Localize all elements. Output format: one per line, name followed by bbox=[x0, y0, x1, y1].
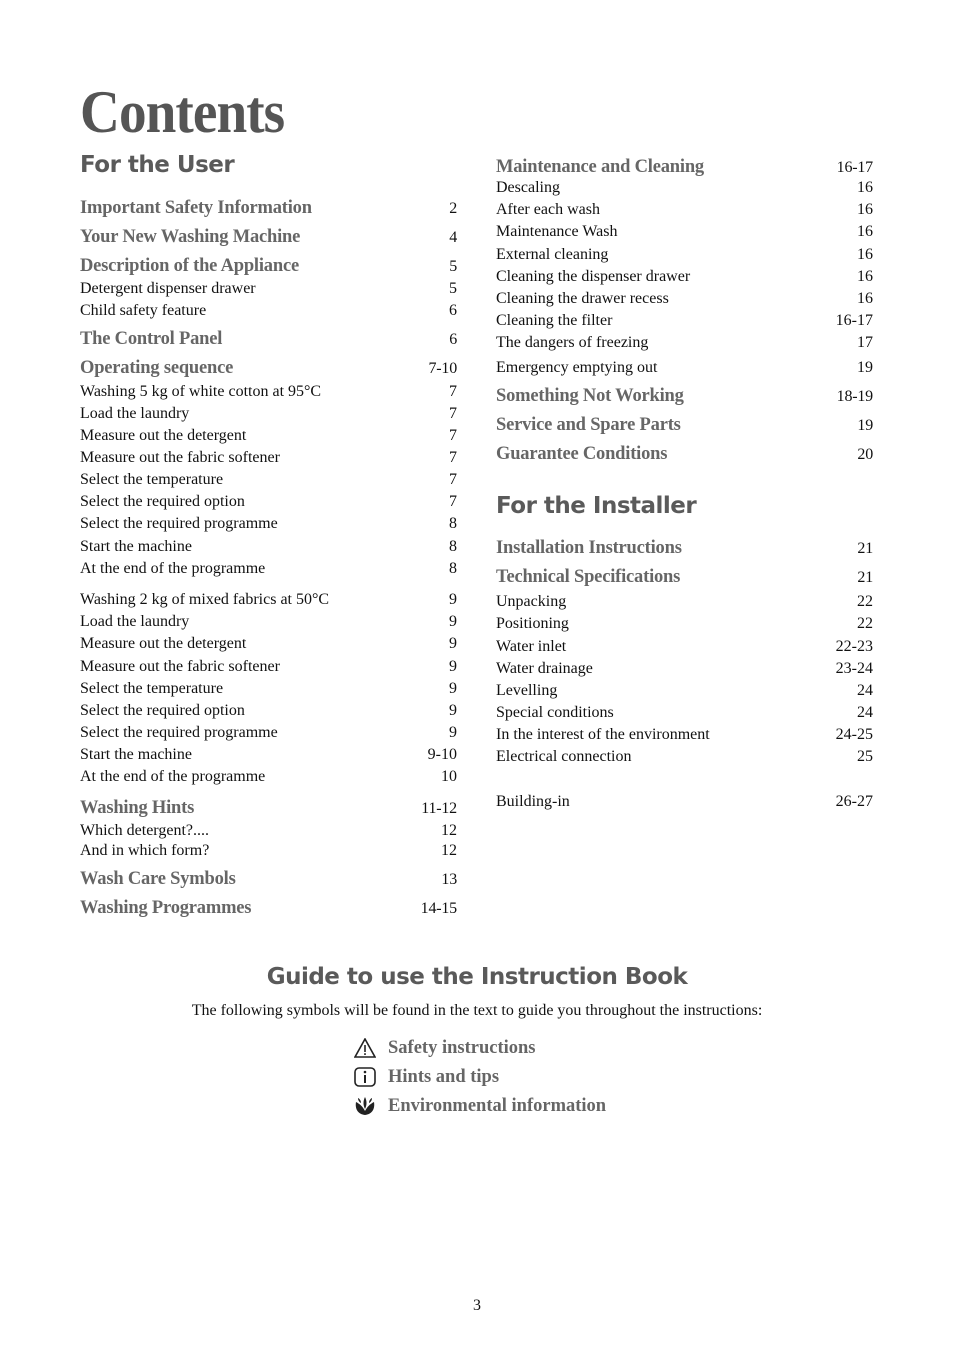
toc-entry-label: Measure out the fabric softener bbox=[80, 449, 280, 466]
toc-entry-label: Which detergent?.... bbox=[80, 822, 209, 839]
toc-entry-page: 16 bbox=[857, 223, 873, 240]
toc-entry-label: Maintenance Wash bbox=[496, 223, 618, 240]
toc-entry-page: 16-17 bbox=[836, 159, 873, 176]
section-heading-installer: For the Installer bbox=[496, 493, 697, 519]
toc-entry-label: Positioning bbox=[496, 615, 569, 632]
toc-entry bbox=[80, 449, 457, 467]
toc-entry bbox=[80, 613, 457, 631]
toc-entry bbox=[496, 179, 873, 197]
toc-entry bbox=[80, 768, 457, 786]
toc-heading-entry bbox=[496, 386, 873, 407]
toc-entry-page: 21 bbox=[857, 569, 873, 586]
toc-entry bbox=[496, 359, 873, 377]
toc-entry-page: 23-24 bbox=[835, 660, 873, 677]
toc-entry-label: Washing 5 kg of white cotton at 95°C bbox=[80, 383, 322, 400]
toc-entry-label: Description of the Appliance bbox=[80, 256, 299, 276]
toc-entry-label: Select the temperature bbox=[80, 680, 224, 697]
toc-entry-label: In the interest of the environment bbox=[496, 726, 710, 743]
toc-entry bbox=[80, 405, 457, 423]
page-title: Contents bbox=[80, 79, 285, 145]
toc-entry-page: 4 bbox=[449, 229, 457, 246]
toc-entry bbox=[80, 427, 457, 445]
toc-entry bbox=[496, 334, 873, 352]
toc-heading-entry bbox=[496, 415, 873, 436]
toc-entry-label: Building-in bbox=[496, 793, 570, 810]
toc-entry bbox=[496, 201, 873, 219]
toc-entry-page: 26-27 bbox=[835, 793, 873, 810]
toc-entry bbox=[80, 680, 457, 698]
toc-heading-entry bbox=[80, 198, 457, 219]
toc-entry bbox=[496, 312, 873, 330]
toc-entry-page: 9 bbox=[449, 702, 457, 719]
toc-heading-entry bbox=[80, 798, 457, 819]
toc-heading-entry bbox=[80, 256, 457, 277]
toc-entry-page: 5 bbox=[449, 258, 457, 275]
toc-entry-label: Guarantee Conditions bbox=[496, 444, 668, 464]
warning-triangle-icon bbox=[353, 1037, 377, 1059]
toc-entry bbox=[80, 842, 457, 860]
toc-entry-label: Operating sequence bbox=[80, 358, 234, 378]
toc-entry-page: 17 bbox=[857, 334, 873, 351]
toc-entry-label: Water drainage bbox=[496, 660, 593, 677]
toc-entry bbox=[80, 702, 457, 720]
toc-entry-page: 16 bbox=[857, 201, 873, 218]
info-icon bbox=[353, 1066, 377, 1088]
toc-entry-page: 25 bbox=[857, 748, 873, 765]
toc-heading-entry bbox=[80, 898, 457, 919]
toc-entry-label: Descaling bbox=[496, 179, 560, 196]
toc-entry-page: 22-23 bbox=[835, 638, 873, 655]
toc-entry-page: 6 bbox=[449, 302, 457, 319]
toc-entry-label: Cleaning the drawer recess bbox=[496, 290, 669, 307]
legend-environment bbox=[353, 1095, 606, 1117]
toc-heading-entry bbox=[496, 567, 873, 588]
toc-entry-label: Select the temperature bbox=[80, 471, 224, 488]
toc-heading-entry bbox=[496, 444, 873, 465]
toc-entry bbox=[496, 660, 873, 678]
toc-entry-label: Select the required option bbox=[80, 702, 245, 719]
guide-subtitle: The following symbols will be found in the text to guide you throughout the instructions: bbox=[191, 1002, 763, 1019]
legend-label: Safety instructions bbox=[388, 1037, 536, 1058]
toc-entry-page: 9 bbox=[449, 635, 457, 652]
toc-entry-label: Washing Programmes bbox=[80, 898, 252, 918]
toc-entry-label: The Control Panel bbox=[80, 329, 223, 349]
toc-entry-label: External cleaning bbox=[496, 246, 609, 263]
toc-heading-entry bbox=[496, 157, 873, 178]
toc-entry-page: 16 bbox=[857, 268, 873, 285]
toc-entry bbox=[496, 682, 873, 700]
toc-entry bbox=[496, 615, 873, 633]
toc-entry-label: Measure out the detergent bbox=[80, 635, 247, 652]
toc-entry bbox=[496, 268, 873, 286]
toc-entry-page: 7 bbox=[449, 427, 457, 444]
toc-entry-label: Levelling bbox=[496, 682, 558, 699]
legend-safety bbox=[353, 1037, 536, 1059]
toc-heading-entry bbox=[80, 869, 457, 890]
toc-entry-page: 11-12 bbox=[421, 800, 457, 817]
toc-entry-label: Emergency emptying out bbox=[496, 359, 658, 376]
toc-entry-label: Child safety feature bbox=[80, 302, 207, 319]
toc-entry bbox=[496, 704, 873, 722]
toc-entry-label: Start the machine bbox=[80, 538, 192, 555]
toc-entry bbox=[80, 822, 457, 840]
toc-entry-page: 6 bbox=[449, 331, 457, 348]
toc-entry bbox=[80, 383, 457, 401]
toc-entry-label: Washing 2 kg of mixed fabrics at 50°C bbox=[80, 591, 330, 608]
toc-entry bbox=[80, 280, 457, 298]
toc-entry-page: 14-15 bbox=[420, 900, 457, 917]
toc-entry-label: Something Not Working bbox=[496, 386, 684, 406]
toc-entry-page: 24 bbox=[857, 704, 873, 721]
toc-entry-page: 7 bbox=[449, 449, 457, 466]
toc-entry-page: 9 bbox=[449, 591, 457, 608]
toc-entry-page: 12 bbox=[441, 842, 457, 859]
legend-label: Hints and tips bbox=[388, 1066, 500, 1087]
toc-entry-page: 7 bbox=[449, 383, 457, 400]
toc-entry-page: 7-10 bbox=[428, 360, 457, 377]
toc-entry-page: 16 bbox=[857, 179, 873, 196]
toc-entry-page: 8 bbox=[449, 538, 457, 555]
toc-entry bbox=[496, 290, 873, 308]
toc-heading-entry bbox=[80, 227, 457, 248]
toc-entry-page: 9 bbox=[449, 680, 457, 697]
toc-entry-label: The dangers of freezing bbox=[496, 334, 649, 351]
toc-entry-label: After each wash bbox=[496, 201, 600, 218]
toc-entry-page: 22 bbox=[857, 615, 873, 632]
toc-entry-page: 24 bbox=[857, 682, 873, 699]
toc-entry-page: 21 bbox=[857, 540, 873, 557]
toc-entry-label: Special conditions bbox=[496, 704, 614, 721]
toc-entry-label: Load the laundry bbox=[80, 405, 190, 422]
toc-entry bbox=[496, 638, 873, 656]
toc-entry-label: Start the machine bbox=[80, 746, 192, 763]
toc-entry-label: Your New Washing Machine bbox=[80, 227, 301, 247]
toc-entry bbox=[496, 593, 873, 611]
toc-heading-entry bbox=[80, 329, 457, 350]
toc-entry bbox=[80, 302, 457, 320]
toc-entry bbox=[80, 635, 457, 653]
toc-entry-page: 7 bbox=[449, 405, 457, 422]
toc-entry bbox=[80, 515, 457, 533]
toc-entry-label: Measure out the fabric softener bbox=[80, 658, 280, 675]
toc-entry bbox=[80, 591, 457, 609]
toc-entry-label: Water inlet bbox=[496, 638, 567, 655]
toc-entry-label: Service and Spare Parts bbox=[496, 415, 681, 435]
toc-entry bbox=[80, 746, 457, 764]
toc-entry-label: Electrical connection bbox=[496, 748, 632, 765]
toc-entry bbox=[80, 538, 457, 556]
toc-entry-page: 9 bbox=[449, 724, 457, 741]
toc-entry-label: Important Safety Information bbox=[80, 198, 312, 218]
toc-entry bbox=[80, 658, 457, 676]
toc-entry-label: Measure out the detergent bbox=[80, 427, 247, 444]
toc-entry bbox=[80, 471, 457, 489]
toc-entry-page: 7 bbox=[449, 493, 457, 510]
toc-entry-label: Technical Specifications bbox=[496, 567, 681, 587]
leaf-icon bbox=[353, 1095, 377, 1117]
toc-heading-entry bbox=[496, 538, 873, 559]
toc-entry bbox=[496, 748, 873, 766]
toc-entry-page: 9 bbox=[449, 613, 457, 630]
section-heading-user: For the User bbox=[80, 152, 235, 178]
toc-entry-page: 18-19 bbox=[836, 388, 873, 405]
toc-entry-page: 2 bbox=[449, 200, 457, 217]
toc-entry-page: 19 bbox=[857, 417, 873, 434]
toc-entry-label: And in which form? bbox=[80, 842, 210, 859]
toc-heading-entry bbox=[80, 358, 457, 379]
toc-entry-page: 10 bbox=[441, 768, 457, 785]
toc-entry-page: 5 bbox=[449, 280, 457, 297]
toc-entry bbox=[496, 793, 873, 811]
toc-entry-label: Select the required option bbox=[80, 493, 245, 510]
toc-entry-page: 20 bbox=[857, 446, 873, 463]
page-number: 3 bbox=[473, 1297, 481, 1314]
toc-entry-page: 24-25 bbox=[835, 726, 873, 743]
toc-entry-label: Maintenance and Cleaning bbox=[496, 157, 704, 177]
toc-entry bbox=[80, 724, 457, 742]
toc-entry-page: 9 bbox=[449, 658, 457, 675]
toc-entry-label: Detergent dispenser drawer bbox=[80, 280, 256, 297]
legend-label: Environmental information bbox=[388, 1095, 607, 1116]
toc-entry-label: At the end of the programme bbox=[80, 560, 266, 577]
toc-entry-page: 19 bbox=[857, 359, 873, 376]
toc-entry-label: Washing Hints bbox=[80, 798, 195, 818]
toc-entry-page: 8 bbox=[449, 515, 457, 532]
toc-entry-page: 16-17 bbox=[835, 312, 873, 329]
toc-entry-label: Cleaning the filter bbox=[496, 312, 613, 329]
toc-entry-label: Cleaning the dispenser drawer bbox=[496, 268, 691, 285]
toc-entry-label: Select the required programme bbox=[80, 724, 278, 741]
toc-entry-label: Wash Care Symbols bbox=[80, 869, 236, 889]
toc-entry-page: 7 bbox=[449, 471, 457, 488]
toc-entry-page: 16 bbox=[857, 246, 873, 263]
toc-entry bbox=[496, 223, 873, 241]
toc-entry-page: 9-10 bbox=[427, 746, 457, 763]
toc-entry-label: Select the required programme bbox=[80, 515, 278, 532]
toc-entry-page: 8 bbox=[449, 560, 457, 577]
toc-entry-label: At the end of the programme bbox=[80, 768, 266, 785]
toc-entry-page: 16 bbox=[857, 290, 873, 307]
toc-entry-label: Installation Instructions bbox=[496, 538, 682, 558]
toc-entry bbox=[80, 493, 457, 511]
toc-entry-page: 12 bbox=[441, 822, 457, 839]
guide-heading: Guide to use the Instruction Book bbox=[266, 964, 688, 990]
toc-entry bbox=[496, 246, 873, 264]
toc-entry-page: 13 bbox=[441, 871, 457, 888]
toc-entry-label: Load the laundry bbox=[80, 613, 190, 630]
legend-hints bbox=[353, 1066, 499, 1088]
toc-entry-label: Unpacking bbox=[496, 593, 567, 610]
toc-entry bbox=[496, 726, 873, 744]
toc-entry-page: 22 bbox=[857, 593, 873, 610]
toc-entry bbox=[80, 560, 457, 578]
